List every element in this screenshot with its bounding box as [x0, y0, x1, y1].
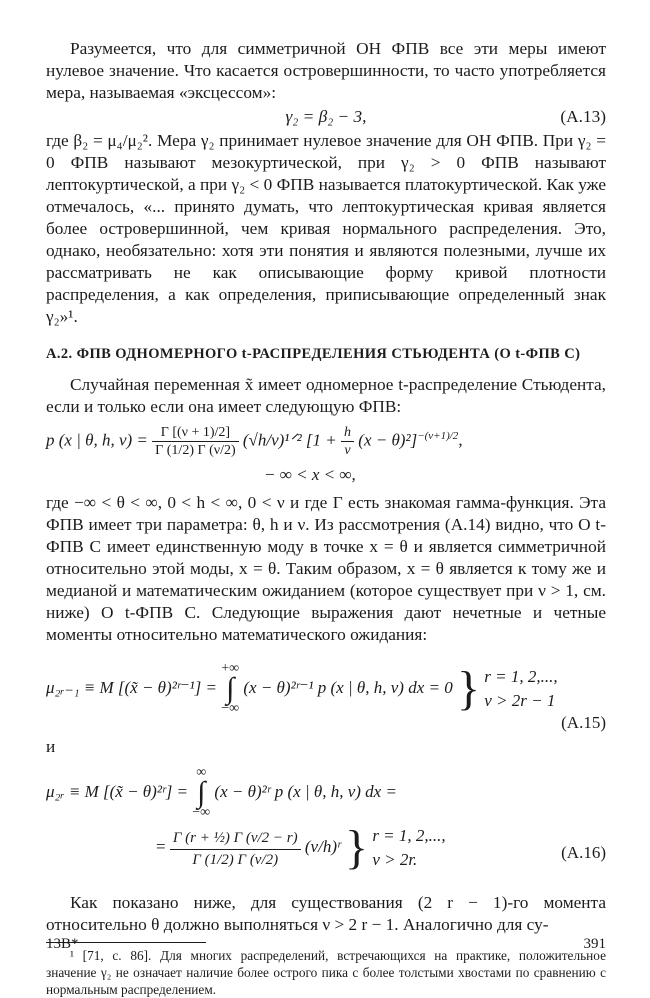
- eq16-cond2: ν > 2r.: [372, 850, 418, 869]
- paragraph-kurtosis-intro: Разумеется, что для симметричной ОН ФПВ все эти меры имеют нулевое значение. Что касается островершинности, то часто употребляется мера, называемая «эксцессом»:: [46, 39, 606, 102]
- eq15-integrand: (x − θ)²ʳ⁻¹ p (x | θ, h, ν) dx = 0: [243, 677, 453, 697]
- paragraph-moment-existence: Как показано ниже, для существования (2 r − 1)-го момента относительно θ должно выполняться ν > 2 r − 1. Аналогично для су-: [46, 893, 606, 934]
- conjunction-and: и: [46, 737, 56, 756]
- eq16-upper-limit: ∞: [196, 765, 207, 780]
- eq14-h: h: [341, 424, 354, 442]
- signature-mark: 13В*: [46, 936, 79, 952]
- equation-a13-number: (А.13): [560, 107, 606, 126]
- eq16-denominator: Γ (1/2) Γ (ν/2): [192, 851, 279, 868]
- eq16-cond1: r = 1, 2,...,: [372, 826, 446, 845]
- eq16-integral-sign: ∞ ∫ −∞: [192, 765, 211, 820]
- eq16-brace: }: [345, 821, 369, 874]
- eq14-middle: (√h/ν)¹ᐟ² [1 +: [242, 430, 337, 450]
- footnote: ¹ [71, с. 86]. Для многих распределений, встречающихся на практике, положительное значение γ₂ не означает наличие более острого пика с более толстыми хвостами по сравнению с нормальным распределением.: [46, 948, 606, 997]
- eq14-exponent: −(ν+1)/2: [417, 429, 459, 442]
- eq15-cond2: ν > 2r − 1: [484, 691, 556, 710]
- eq14-lhs: p (x | θ, h, ν) =: [46, 430, 148, 450]
- paragraph-student-properties: где −∞ < θ < ∞, 0 < h < ∞, 0 < ν и где Γ есть знакомая гамма-функция. Эта ФПВ имеет три параметра: θ, h и ν. Из рассмотрения (А.14) видно, что О t-ФПВ С имеет единственную моду в точке x = θ и является симметричной относительно этой моды, x = θ. Таким образом, x = θ является к тому же и медианой и математическим ожиданием (которое существует при ν > 1, см. ниже) О t-ФПВ С. Следующие выражения дают нечетные и четные моменты относительно математического ожидания:: [46, 493, 606, 644]
- eq14-denominator: Γ (1/2) Γ (ν/2): [155, 443, 236, 458]
- eq14-range: − ∞ < x < ∞,: [264, 465, 356, 484]
- equation-a13: [46, 106, 606, 128]
- eq16-power: (ν/h)ʳ: [304, 836, 341, 856]
- eq15-lhs: μ₂ᵣ₋₁ ≡ M [(x̃ − θ)²ʳ⁻¹] =: [46, 677, 217, 697]
- eq14-numerator: Γ [(ν + 1)/2]: [152, 424, 238, 442]
- eq16-numerator: Γ (r + ½) Γ (ν/2 − r): [170, 827, 301, 850]
- eq16-lower-limit: −∞: [192, 805, 211, 820]
- eq15-upper-limit: +∞: [221, 661, 240, 676]
- page-number: 391: [583, 936, 606, 952]
- eq16-integrand: (x − θ)²ʳ p (x | θ, h, ν) dx =: [214, 781, 397, 801]
- equation-a15: [46, 652, 606, 732]
- paragraph-kurtosis-types: где β₂ = μ₄/μ₂². Мера γ₂ принимает нулевое значение для ОН ФПВ. При γ₂ = 0 ФПВ называют мезокуртической, при γ₂ > 0 ФПВ называют лептокуртической, а при γ₂ < 0 ФПВ называется платокуртической. Как уже отмечалось, «... принято думать, что лептокуртическая кривая является более островершинной, чем кривая нормального распределения. Это, однако, необязательно: хотя эти понятия и являются полезными, лучше их рассматривать не как описывающие форму кривой плотности распределения, а как определения, приписывающие определенный знак γ₂»¹.: [46, 131, 606, 326]
- eq15-lower-limit: −∞: [221, 701, 240, 716]
- eq16-conditions: [372, 824, 445, 872]
- equation-a14: p (x | θ, h, ν) = $\frac{\Gamma [(\nu + 1)/2]}{\Gamma (1/2) \Gamma (\nu/2)}$ (√h/ν)¹ᐟ² [1 + $\frac{h}{\nu}$ (x − θ)²]$^{-(\nu+1)/2}$, − ∞ < x < ∞,: [46, 425, 463, 484]
- eq14-h-over-nu: [341, 424, 354, 459]
- eq15-brace: }: [456, 662, 481, 715]
- eq14-nu: ν: [344, 443, 351, 458]
- equation-a16-number: (А.16): [561, 843, 606, 862]
- eq16-gamma-fraction: [170, 827, 301, 870]
- eq16-lhs: μ₂ᵣ ≡ M [(x̃ − θ)²ʳ] =: [46, 781, 189, 801]
- eq15-cond1: r = 1, 2,...,: [484, 667, 558, 686]
- eq14-gamma-fraction: [152, 424, 238, 459]
- equation-a15-number: (А.15): [561, 713, 606, 732]
- page-body: [46, 38, 606, 998]
- section-heading-a2: А.2. ФПВ ОДНОМЕРНОГО t-РАСПРЕДЕЛЕНИЯ СТЬЮДЕНТА (О t-ФПВ С): [46, 346, 581, 362]
- eq14-tail: (x − θ)²]: [358, 430, 418, 450]
- eq15-integral-sign: +∞ ∫ −∞: [221, 661, 240, 716]
- paragraph-student-intro: Случайная переменная x̃ имеет одномерное t-распределение Стьюдента, если и только если она имеет следующую ФПВ:: [46, 375, 606, 416]
- equation-a13-body: γ₂ = β₂ − 3,: [285, 107, 367, 126]
- eq15-conditions: [484, 665, 557, 713]
- equation-a16: μ₂ᵣ ≡ M [(x̃ − θ)²ʳ] = ∞ ∫ −∞ (x − θ)²ʳ p (x | θ, h, ν) dx = = $\frac{\text{Γ (r + ½) Γ (ν/2 − r)}}{\Gamma (1/2) \Gamma (\nu/2)}$ (ν/h)ʳ } r = 1, 2,..., ν > 2r. (А.16): [46, 765, 606, 874]
